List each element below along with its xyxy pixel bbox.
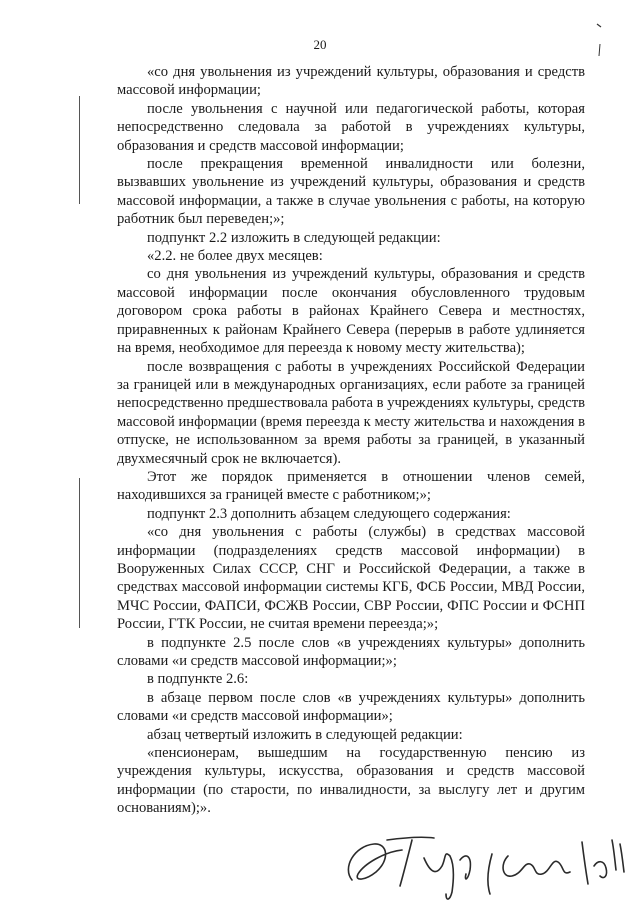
paragraph: Этот же порядок применяется в отношении членов семей, находившихся за границей вместе с работником;»; [117, 468, 585, 504]
paragraph: подпункт 2.2 изложить в следующей редакции: [147, 229, 441, 246]
document-body [117, 63, 585, 818]
paragraph: абзац четвертый изложить в следующей редакции: [147, 726, 463, 743]
margin-rule [79, 96, 80, 204]
paragraph: в подпункте 2.6: [147, 671, 249, 688]
paragraph: в подпункте 2.5 после слов «в учреждениях культуры» дополнить словами «и средств массовой информации;»; [117, 634, 585, 669]
paragraph: со дня увольнения из учреждений культуры, образования и средств массовой информации после окончания обусловленного трудовым договором срока работы в районах Крайнего Севера и местностях, приравненных к районам Крайнего Севера (перерыв в работе удлиняется на время, необходимое для переезда к новому месту жительства); [117, 266, 585, 357]
paragraph: после возвращения с работы в учреждениях Российской Федерации за границей или в международных организациях, если работе за границей непосредственно предшествовала работа в учреждениях культуры, средств массовой информации (время переезда к месту жительства и нахождения в отпуске, не использованном за время работы за границей, в указанный двухмесячный срок не включается). [117, 358, 585, 467]
corner-mark [594, 22, 604, 62]
paragraph: после увольнения с научной или педагогической работы, которая непосредственно следовала за работой в учреждениях культуры, образования и средств массовой информации; [117, 100, 585, 154]
paragraph: после прекращения временной инвалидности или болезни, вызвавших увольнение из учреждений культуры, образования и средств массовой информации, а также в случае увольнения с работы, на которую работник был переведен;»; [117, 156, 585, 228]
paragraph: «со дня увольнения из учреждений культуры, образования и средств массовой информации; [117, 64, 585, 99]
paragraph: «пенсионерам, вышедшим на государственную пенсию из учреждения культуры, искусства, образования и средств массовой информации (по старости, по инвалидности, за выслугу лет и другим основаниям);». [117, 745, 585, 817]
paragraph: в абзаце первом после слов «в учреждениях культуры» дополнить словами «и средств массовой информации»; [117, 689, 585, 725]
paragraph: «2.2. не более двух месяцев: [147, 248, 323, 265]
handwritten-signature [332, 820, 632, 905]
margin-rule [79, 478, 80, 628]
paragraph: «со дня увольнения с работы (службы) в средствах массовой информации (подразделениях средств массовой информации) в Вооруженных Силах СССР, СНГ и Российской Федерации, а также в средствах массовой информации системы КГБ, ФСБ России, МВД России, МЧС России, ФАПСИ, ФСЖВ России, СВР России, ФПС России и ФСНП России, ГТК России, не считая времени переезда;»; [117, 524, 585, 633]
page-number: 20 [313, 37, 327, 52]
paragraph: подпункт 2.3 дополнить абзацем следующего содержания: [147, 505, 511, 522]
